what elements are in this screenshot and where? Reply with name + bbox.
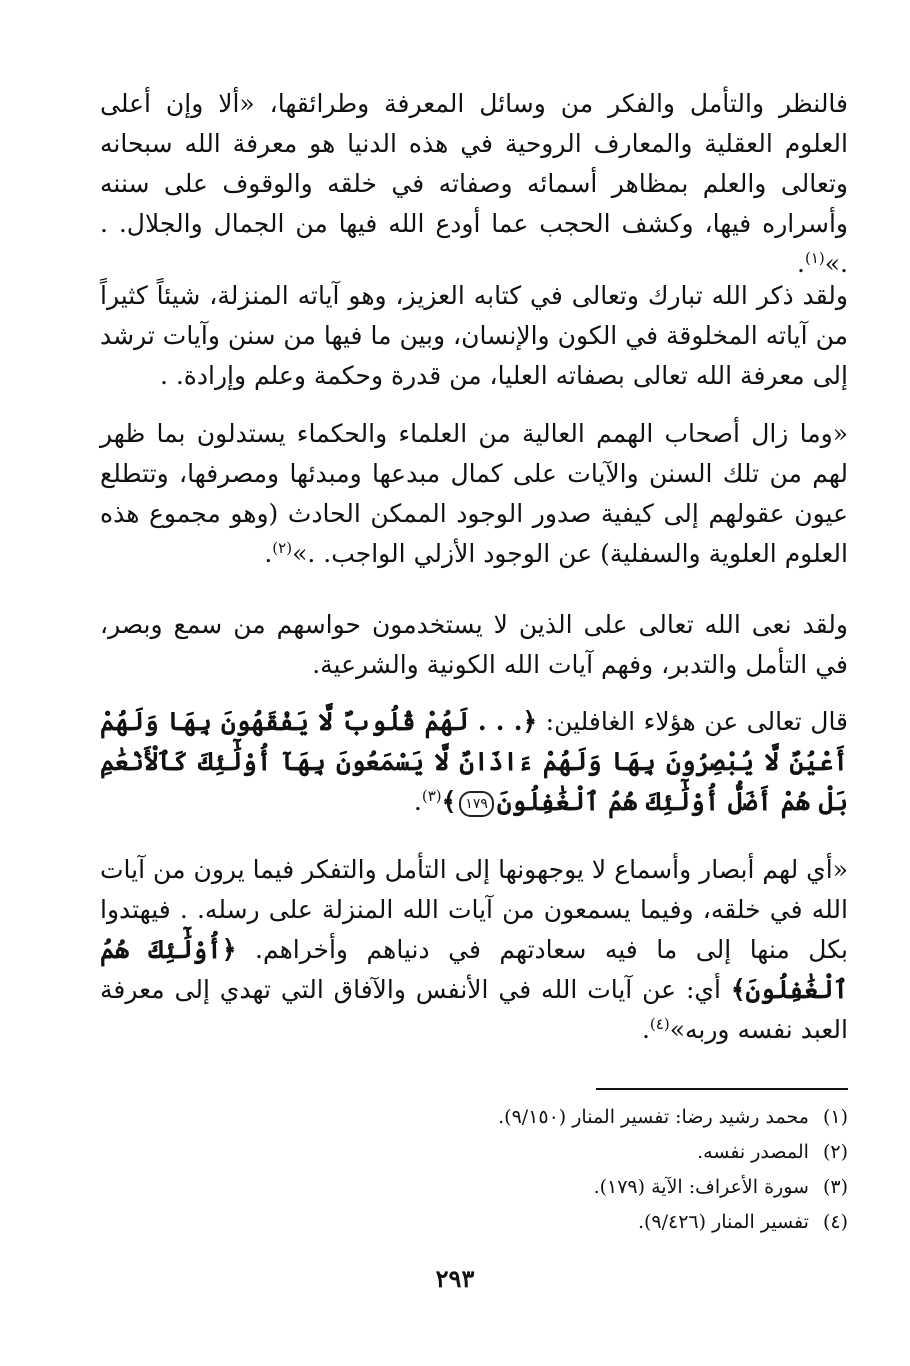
verse-number-marker: ١٧٩	[459, 791, 494, 817]
paragraph-3: «وما زال أصحاب الهمم العالية من العلماء والحكماء يستدلون بما ظهر لهم من تلك السنن والآيات على كمال مبدعها ومبدئها ومصرفها، وتتطلع عيون عقولهم إلى كيفية صدور الوجود الممكن الحادث (وهو مجموع هذه العلوم العلوية والسفلية) عن الوجود الأزلي الواجب. .»$^{(٢)}$.	[100, 419, 848, 568]
page-number: ٢٩٣	[435, 1264, 475, 1293]
paragraph-4	[100, 605, 848, 685]
footnote-ref-4: (٤)	[649, 1015, 670, 1033]
paragraph-6-text-1: «أي لهم أبصار وأسماع لا يوجهونها إلى التأمل والتفكر فيما يرون من آيات الله في خلقه، وفيما يسمعون من آيات الله المنزلة على رسله. . فيهتدوا بكل منها إلى ما فيه سعادتهم في دنياهم وأخراهم.	[100, 855, 848, 964]
footnote-3	[300, 1170, 848, 1205]
quran-verse-inline: ﴿أُوْلَٰٓئِكَ هُمُ ٱلْغَٰفِلُونَ﴾	[100, 935, 848, 1004]
paragraph-2-text: ولقد ذكر الله تبارك وتعالى في كتابه العزيز، وهو آياته المنزلة، شيئاً كثيراً من آياته المخلوقة في الكون والإنسان، وبين ما فيها من سنن وآيات ترشد إلى معرفة الله تعالى بصفاته العليا، من قدرة وحكمة وعلم وإرادة. .	[100, 281, 848, 390]
paragraph-6-text-2: أي: عن آيات الله في الأنفس والآفاق التي تهدي إلى معرفة العبد نفسه وربه»	[100, 975, 848, 1044]
quran-intro: قال تعالى عن هؤلاء الغافلين:	[545, 707, 849, 736]
paragraph-3-text: «وما زال أصحاب الهمم العالية من العلماء والحكماء يستدلون بما ظهر لهم من تلك السنن والآيات على كمال مبدعها ومبدئها ومصرفها، وتتطلع عيون عقولهم إلى كيفية صدور الوجود الممكن الحادث (وهو مجموع هذه العلوم العلوية والسفلية) عن الوجود الأزلي الواجب. .»	[100, 419, 848, 568]
footnote-ref-1: (١)	[804, 249, 825, 267]
paragraph-1: فالنظر والتأمل والفكر من وسائل المعرفة وطرائقها، «ألا وإن أعلى العلوم العقلية والمعارف الروحية في هذه الدنيا هو معرفة الله سبحانه وتعالى والعلم بمظاهر أسمائه وصفاته في خلقه والوقوف على سننه وأسراره فيها، وكشف الحجب عما أودع الله فيها من الجمال والجلال. . .»$^{(١)}$.	[100, 89, 848, 278]
footnote-number: (٣)	[822, 1176, 848, 1198]
footnote-text: سورة الأعراف: الآية (١٧٩).	[593, 1176, 809, 1198]
footnote-number: (٢)	[822, 1141, 848, 1163]
paragraph-2	[100, 276, 848, 396]
footnote-text: تفسير المنار (٩/٤٢٦).	[637, 1211, 809, 1233]
paragraph-5: قال تعالى عن هؤلاء الغافلين: ﴿. . . لَهُمْ قُلُوبٌ لَّا يَفْقَهُونَ بِهَا وَلَهُمْ أَعْيُنٌ لَّا يُبْصِرُونَ بِهَا وَلَهُمْ ءَاذَانٌ لَّا يَسْمَعُونَ بِهَآ أُوْلَٰٓئِكَ كَٱلْأَنْعَٰمِ بَلْ هُمْ أَضَلُّ أُوْلَٰٓئِكَ هُمُ ٱلْغَٰفِلُونَ١٧٩﴾$^{(٣)}$.	[100, 707, 849, 816]
footnote-text: المصدر نفسه.	[697, 1141, 809, 1163]
footnote-number: (٤)	[822, 1211, 848, 1233]
quran-verse: ﴿. . . لَهُمْ قُلُوبٌ لَّا يَفْقَهُونَ بِهَا وَلَهُمْ أَعْيُنٌ لَّا يُبْصِرُونَ بِهَا وَلَهُمْ ءَاذَانٌ لَّا يَسْمَعُونَ بِهَآ أُوْلَٰٓئِكَ كَٱلْأَنْعَٰمِ بَلْ هُمْ أَضَلُّ أُوْلَٰٓئِكَ هُمُ ٱلْغَٰفِلُونَ	[100, 707, 848, 816]
footnote-number: (١)	[822, 1106, 848, 1128]
footnote-2	[300, 1135, 848, 1170]
footnotes-list	[300, 1100, 848, 1240]
footnote-4	[300, 1205, 848, 1240]
paragraph-4-text: ولقد نعى الله تعالى على الذين لا يستخدمون حواسهم من سمع وبصر، في التأمل والتدبر، وفهم آيات الله الكونية والشرعية.	[100, 610, 848, 679]
paragraph-1-text: فالنظر والتأمل والفكر من وسائل المعرفة وطرائقها، «ألا وإن أعلى العلوم العقلية والمعارف الروحية في هذه الدنيا هو معرفة الله سبحانه وتعالى والعلم بمظاهر أسمائه وصفاته في خلقه والوقوف على سننه وأسراره فيها، وكشف الحجب عما أودع الله فيها من الجمال والجلال. . .»	[100, 89, 848, 278]
footnote-ref-2: (٢)	[272, 539, 293, 557]
footnote-text: محمد رشيد رضا: تفسير المنار (٩/١٥٠).	[498, 1106, 809, 1128]
footnote-1	[300, 1100, 848, 1135]
quran-verse-close: ﴾	[441, 787, 457, 816]
footnote-ref-3: (٣)	[421, 787, 442, 805]
footnote-divider	[596, 1088, 848, 1090]
paragraph-6: «أي لهم أبصار وأسماع لا يوجهونها إلى التأمل والتفكر فيما يرون من آيات الله في خلقه، وفيما يسمعون من آيات الله المنزلة على رسله. . فيهتدوا بكل منها إلى ما فيه سعادتهم في دنياهم وأخراهم. ﴿أُوْلَٰٓئِكَ هُمُ ٱلْغَٰفِلُونَ﴾ أي: عن آيات الله في الأنفس والآفاق التي تهدي إلى معرفة العبد نفسه وربه»$^{(٤)}$.	[100, 855, 848, 1044]
